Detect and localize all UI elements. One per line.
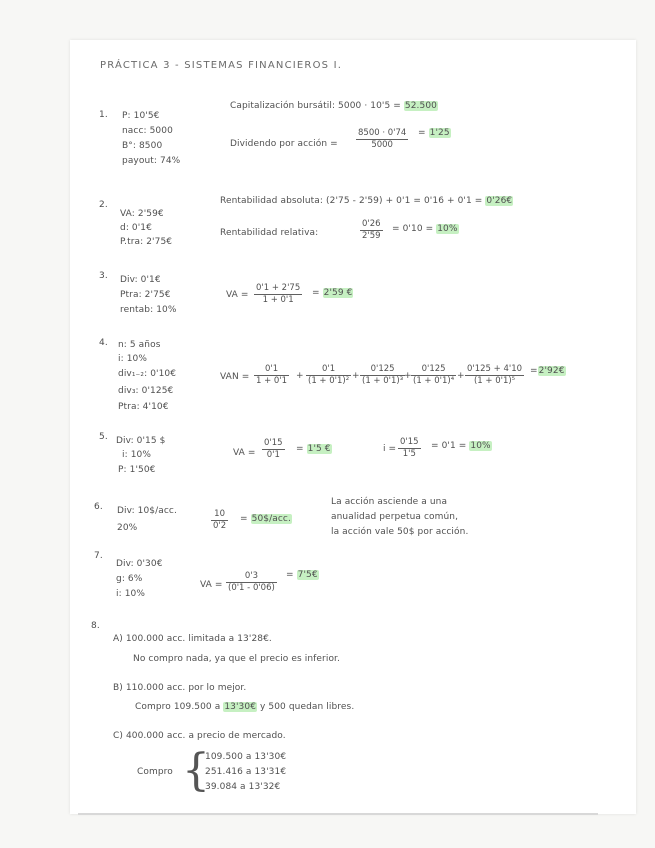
p4-term-2: $\frac{0'1}{\text{(1 + 0'1)²}}$ bbox=[308, 364, 350, 386]
p7-data-g: g: 6% bbox=[116, 574, 143, 584]
p5-result-line: = 1'5 € bbox=[296, 444, 331, 454]
p1-data-price: P: 10'5€ bbox=[122, 111, 160, 121]
p2-rel-label: Rentabilidad relativa: bbox=[220, 228, 319, 238]
problem-1-number: 1. bbox=[99, 110, 108, 120]
p8-c-title: C) 400.000 acc. a precio de mercado. bbox=[113, 731, 286, 741]
p2-data-ptra: P.tra: 2'75€ bbox=[120, 237, 173, 247]
problem-6-number: 6. bbox=[94, 502, 103, 512]
p7-data-div: Div: 0'30€ bbox=[116, 559, 163, 569]
p5-result: 1'5 € bbox=[307, 444, 331, 454]
p1-data-shares: nacc: 5000 bbox=[122, 126, 173, 136]
p8-a-text: No compro nada, ya que el precio es inferior. bbox=[133, 654, 340, 664]
p2-rel-result-line: = 0'10 = 10% bbox=[392, 224, 458, 234]
p6-fraction: $\frac{10}{0'2}$ bbox=[213, 509, 227, 531]
p7-result-line: = 7'5€ bbox=[286, 570, 318, 580]
p4-plus-1: + bbox=[296, 371, 304, 381]
p6-note-line-1: La acción asciende a una bbox=[331, 497, 448, 507]
p6-data-rate: 20% bbox=[117, 523, 138, 533]
p4-plus-4: + bbox=[457, 371, 465, 381]
p2-data-dividend: d: 0'1€ bbox=[120, 223, 152, 233]
p8-a-title: A) 100.000 acc. limitada a 13'28€. bbox=[113, 634, 272, 644]
problem-3-number: 3. bbox=[99, 271, 108, 281]
p7-fraction: $\frac{0'3}{(0'1 - 0'06)}$ bbox=[228, 571, 275, 593]
p3-data-div: Div: 0'1€ bbox=[120, 275, 161, 285]
p1-div-result: 1'25 bbox=[429, 128, 450, 138]
p7-result: 7'5€ bbox=[297, 570, 318, 580]
p6-result-line: = 50$/acc. bbox=[240, 514, 291, 524]
problem-5-number: 5. bbox=[99, 432, 108, 442]
page-title: PRÁCTICA 3 - SISTEMAS FINANCIEROS I. bbox=[100, 60, 343, 71]
p4-term-3: $\frac{0'125}{\text{(1 + 0'1)³}}$ bbox=[362, 364, 404, 386]
p7-data-i: i: 10% bbox=[116, 589, 145, 599]
p8-c-line-2: 251.416 a 13'31€ bbox=[205, 767, 287, 777]
p1-div-result-line: = 1'25 bbox=[418, 128, 450, 138]
p4-term-4: $\frac{0'125}{\text{(1 + 0'1)⁴}}$ bbox=[413, 364, 455, 386]
p3-fraction: $\frac{0'1 + 2'75}{1 + 0'1}$ bbox=[256, 283, 301, 305]
p5-i-fraction: $\frac{0'15}{1'5}$ bbox=[400, 437, 419, 459]
p4-result: 2'92€ bbox=[538, 366, 565, 376]
problem-7-number: 7. bbox=[94, 551, 103, 561]
p3-result-line: = 2'59 € bbox=[312, 288, 353, 298]
problem-2-number: 2. bbox=[99, 200, 108, 210]
p5-fraction: $\frac{0'15}{0'1}$ bbox=[264, 438, 283, 460]
p7-va-label: VA = bbox=[200, 580, 223, 590]
p4-result-line: =2'92€ bbox=[530, 366, 565, 376]
p4-data-n: n: 5 años bbox=[118, 340, 161, 350]
p1-div-label: Dividendo por acción = bbox=[230, 139, 338, 149]
p4-data-div12: div₁₋₂: 0'10€ bbox=[118, 369, 177, 379]
p6-data-div: Div: 10$/acc. bbox=[117, 506, 177, 516]
p8-b-text: Compro 109.500 a 13'30€ y 500 quedan libres. bbox=[135, 702, 355, 712]
problem-4-number: 4. bbox=[99, 338, 108, 348]
p1-cap-label: Capitalización bursátil: 5000 · 10'5 = 52.500 bbox=[230, 101, 437, 111]
p4-data-div3: div₃: 0'125€ bbox=[118, 386, 174, 396]
p5-data-div: Div: 0'15 $ bbox=[116, 436, 166, 446]
p4-plus-2: + bbox=[352, 371, 360, 381]
p4-term-5: $\frac{0'125 + 4'10}{\text{(1 + 0'1)⁵}}$ bbox=[467, 364, 523, 386]
paper-bottom-edge bbox=[78, 813, 598, 815]
p8-c-line-1: 109.500 a 13'30€ bbox=[205, 752, 287, 762]
p4-data-ptra: Ptra: 4'10€ bbox=[118, 402, 169, 412]
p1-div-fraction: $\frac{8500 \cdot 0'74}{5000}$ bbox=[358, 128, 407, 150]
p5-i-label: i = bbox=[383, 444, 397, 454]
p6-result: 50$/acc. bbox=[251, 514, 291, 524]
p8-c-label: Compro bbox=[137, 767, 173, 777]
p4-term-1: $\frac{0'1}{1 + 0'1}$ bbox=[256, 364, 288, 386]
p4-plus-3: + bbox=[404, 371, 412, 381]
p4-van-label: VAN = bbox=[220, 372, 250, 382]
problem-8-number: 8. bbox=[91, 621, 100, 631]
p6-note-line-3: la acción vale 50$ por acción. bbox=[331, 527, 469, 537]
p2-absolute-line: Rentabilidad absoluta: (2'75 - 2'59) + 0'1 = 0'16 + 0'1 = 0'26€ bbox=[220, 196, 513, 206]
p2-rel-result: 10% bbox=[437, 224, 458, 234]
p8-c-brace: { bbox=[182, 745, 210, 796]
p6-note-line-2: anualidad perpetua común, bbox=[331, 512, 459, 522]
p1-data-payout: payout: 74% bbox=[122, 156, 181, 166]
p5-i-result: 10% bbox=[470, 441, 491, 451]
p3-result: 2'59 € bbox=[323, 288, 353, 298]
p2-data-va: VA: 2'59€ bbox=[120, 209, 164, 219]
p8-c-line-3: 39.084 a 13'32€ bbox=[205, 782, 281, 792]
p5-data-p: P: 1'50€ bbox=[118, 465, 156, 475]
p8-b-title: B) 110.000 acc. por lo mejor. bbox=[113, 683, 247, 693]
p1-data-profit: B°: 8500 bbox=[122, 141, 163, 151]
p3-va-label: VA = bbox=[226, 290, 249, 300]
p3-data-ptra: Ptra: 2'75€ bbox=[120, 290, 171, 300]
p3-data-rentab: rentab: 10% bbox=[120, 305, 177, 315]
p1-cap-result: 52.500 bbox=[404, 101, 437, 111]
p8-b-price: 13'30€ bbox=[224, 702, 257, 712]
p5-i-result-line: = 0'1 = 10% bbox=[431, 441, 491, 451]
p2-rel-fraction: $\frac{0'26}{2'59}$ bbox=[362, 219, 381, 241]
p5-va-label: VA = bbox=[233, 448, 256, 458]
p2-abs-result: 0'26€ bbox=[486, 196, 513, 206]
p4-data-i: i: 10% bbox=[118, 354, 147, 364]
p5-data-i: i: 10% bbox=[122, 450, 151, 460]
